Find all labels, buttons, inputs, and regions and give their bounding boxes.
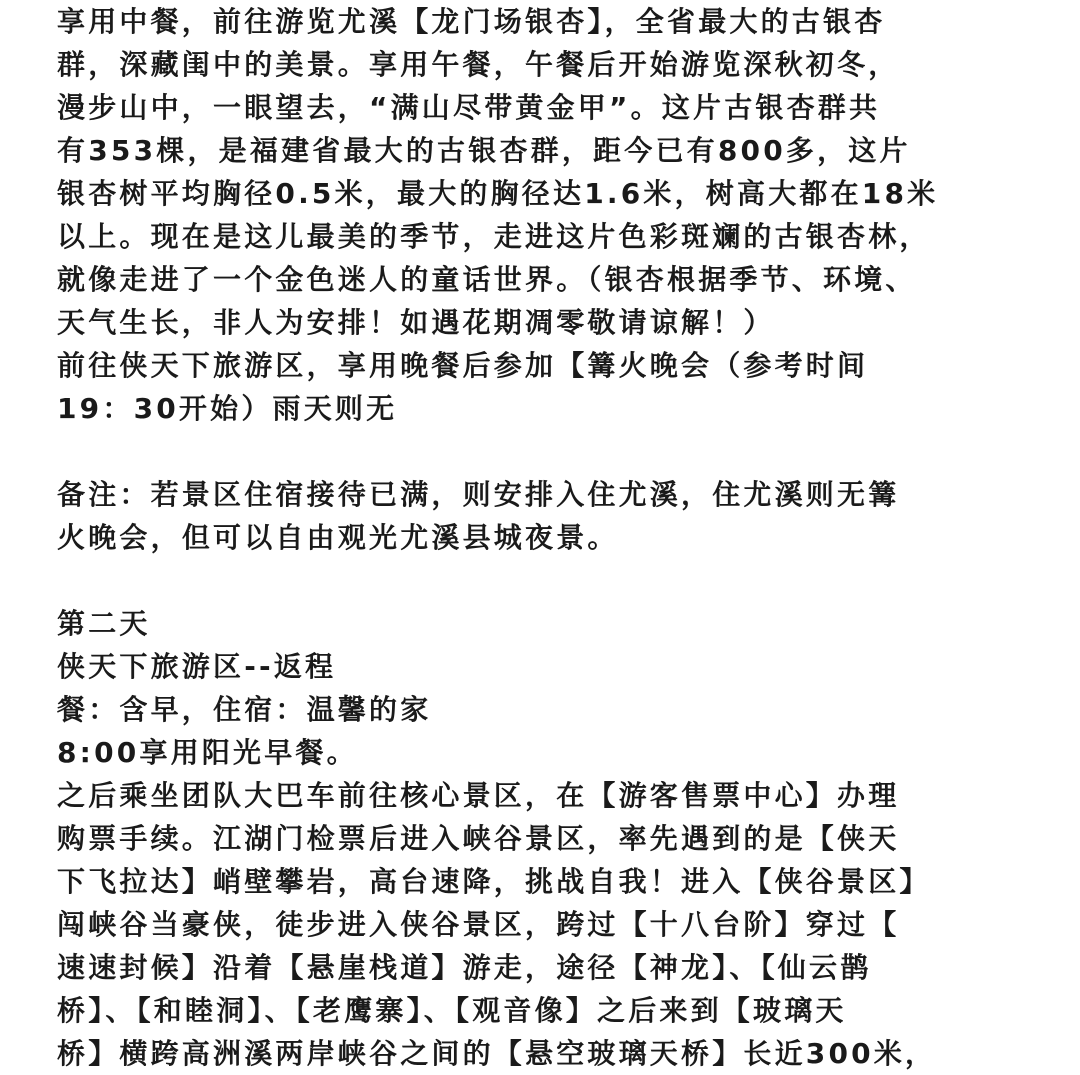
text-line: 速速封候】沿着【悬崖栈道】游走，途径【神龙】、【仙云鹊 (57, 951, 872, 984)
text-line: 之后乘坐团队大巴车前往核心景区，在【游客售票中心】办理 (57, 779, 900, 812)
text-line: 前往侠天下旅游区，享用晚餐后参加【篝火晚会（参考时间 (57, 349, 869, 382)
text-line: 下飞拉达】峭壁攀岩，高台速降，挑战自我！进入【侠谷景区】 (57, 865, 931, 898)
note-line: 备注：若景区住宿接待已满，则安排入住尤溪，住尤溪则无篝 (57, 478, 900, 511)
text-line: 19：30开始）雨天则无 (57, 392, 398, 425)
note-paragraph (57, 473, 1057, 559)
text-line: 桥】横跨高洲溪两岸峡谷之间的【悬空玻璃天桥】长近300米， (57, 1037, 937, 1070)
day2-route: 侠天下旅游区--返程 (57, 650, 337, 683)
blank-line (57, 559, 1057, 602)
day2-meals: 餐：含早，住宿：温馨的家 (57, 693, 432, 726)
text-line: 享用中餐，前往游览尤溪【龙门场银杏】，全省最大的古银杏 (57, 5, 886, 38)
paragraph-day1-afternoon (57, 0, 1057, 430)
text-line: 购票手续。江湖门检票后进入峡谷景区，率先遇到的是【侠天 (57, 822, 900, 855)
blank-line (57, 430, 1057, 473)
text-line: 有353棵，是福建省最大的古银杏群，距今已有800多，这片 (57, 134, 911, 167)
text-line: 群，深藏闺中的美景。享用午餐，午餐后开始游览深秋初冬， (57, 48, 900, 81)
text-line: 银杏树平均胸径0.5米，最大的胸径达1.6米，树高大都在18米 (57, 177, 939, 210)
text-line: 就像走进了一个金色迷人的童话世界。（银杏根据季节、环境、 (57, 263, 917, 296)
note-line: 火晚会，但可以自由观光尤溪县城夜景。 (57, 521, 619, 554)
text-line: 漫步山中，一眼望去，“满山尽带黄金甲”。这片古银杏群共 (57, 91, 881, 124)
day2-breakfast: 8:00享用阳光早餐。 (57, 736, 358, 769)
day2-title: 第二天 (57, 607, 151, 640)
itinerary-document (57, 0, 1057, 1075)
text-line: 以上。现在是这儿最美的季节，走进这片色彩斑斓的古银杏林， (57, 220, 931, 253)
day2-section (57, 602, 1057, 1075)
text-line: 闯峡谷当豪侠，徒步进入侠谷景区，跨过【十八台阶】穿过【 (57, 908, 900, 941)
text-line: 天气生长，非人为安排！如遇花期凋零敬请谅解！） (57, 306, 775, 339)
text-line: 桥】、【和睦洞】、【老鹰寨】、【观音像】之后来到【玻璃天 (57, 994, 847, 1027)
